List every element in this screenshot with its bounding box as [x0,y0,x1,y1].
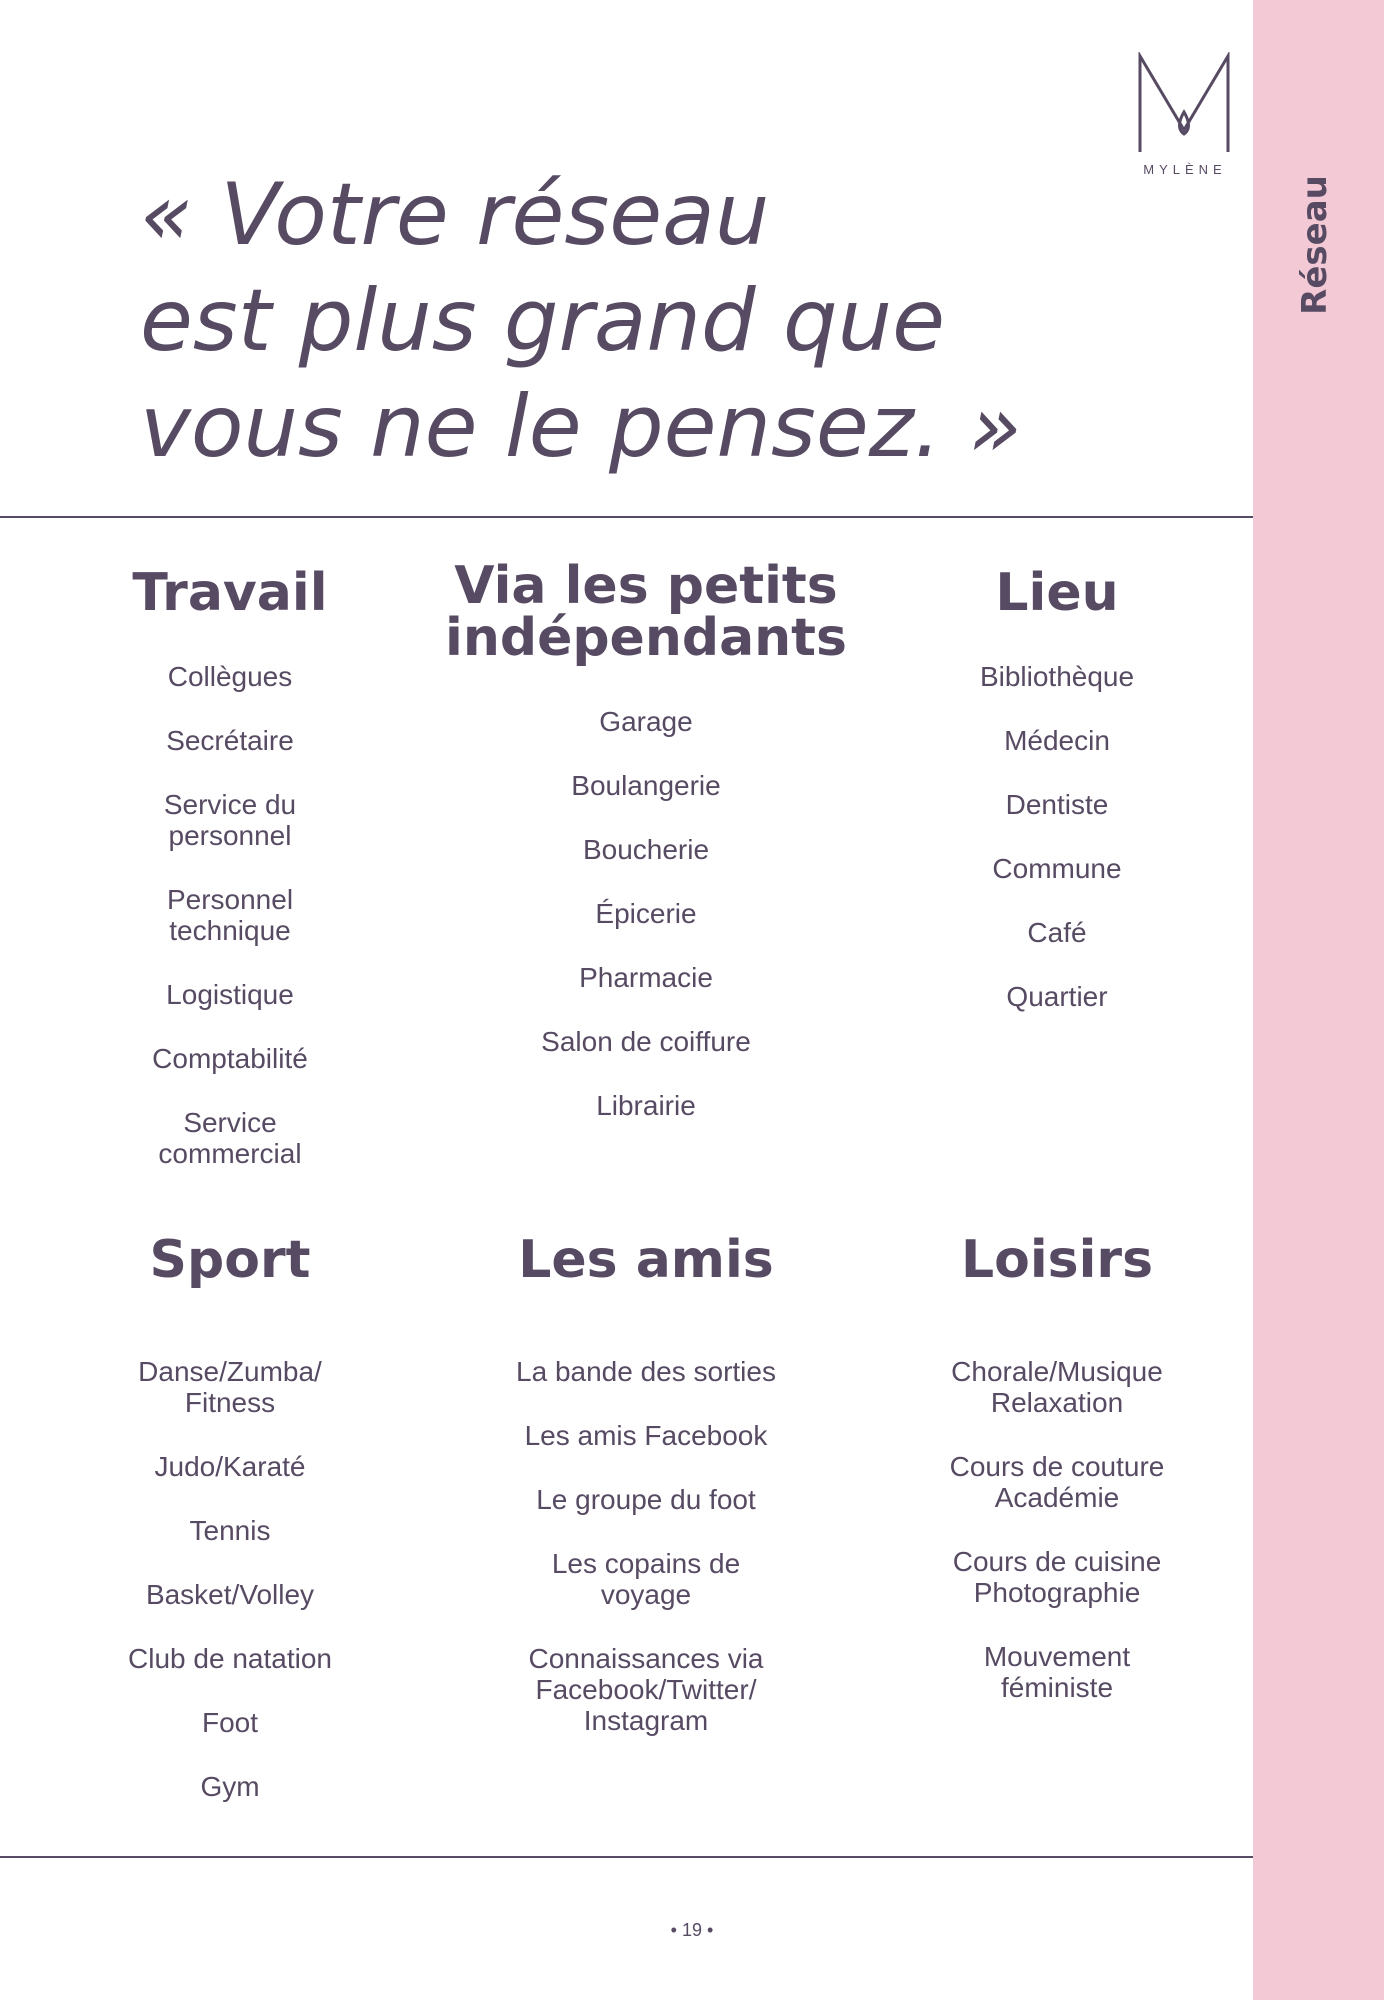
list-item: Basket/Volley [145,1579,315,1610]
list-item: Chorale/Musique Relaxation [951,1356,1163,1418]
list-item: Quartier [1006,981,1108,1012]
list-item: Comptabilité [152,1043,308,1074]
list-item: Service du personnel [163,789,297,851]
list-item: Les amis Facebook [524,1420,768,1451]
section-title: Loisirs [960,1230,1154,1290]
list-item: Médecin [1004,725,1110,756]
list-item: Bibliothèque [979,661,1135,692]
brand-m-icon [1134,52,1234,152]
list-item: Tennis [189,1515,271,1546]
brand-name: MYLÈNE [1143,162,1227,177]
list-item: Garage [599,706,693,737]
list-item: Judo/Karaté [154,1451,306,1482]
section-independants [436,556,856,1154]
list-item: Librairie [596,1090,696,1121]
page-number: • 19 • [670,1920,714,1940]
list-item: Service commercial [158,1107,302,1169]
list-item: Cours de cuisine Photographie [952,1546,1162,1608]
top-divider [0,516,1253,518]
page-quote: « Votre réseau est plus grand que vous ne le pensez. » [140,165,1022,477]
list-item: Les copains de voyage [551,1548,741,1610]
list-item: Commune [992,853,1122,884]
list-item: Café [1027,917,1087,948]
list-item: Foot [201,1707,259,1738]
list-item: Mouvement féministe [983,1641,1131,1703]
list-item: Boulangerie [571,770,721,801]
list-item: Personnel technique [166,884,294,946]
section-travail [20,563,440,1202]
sidebar-section-label: Réseau [1295,175,1335,315]
section-title: Travail [132,563,328,623]
section-lieu [847,563,1267,1045]
section-amis [436,1230,856,1769]
section-title: Sport [149,1230,311,1290]
list-item: Collègues [167,661,293,692]
list-item: Pharmacie [579,962,713,993]
list-item: Logistique [166,979,294,1010]
list-item: Épicerie [595,898,697,929]
list-item: Salon de coiffure [541,1026,751,1057]
list-item: Le groupe du foot [536,1484,756,1515]
list-item: Connaissances via Facebook/Twitter/ Instagram [528,1643,764,1736]
list-item: Dentiste [1005,789,1109,820]
section-title: Via les petits indépendants [445,556,847,668]
list-item: Secrétaire [166,725,294,756]
list-item: Danse/Zumba/ Fitness [138,1356,322,1418]
section-title: Lieu [995,563,1119,623]
list-item: Gym [200,1771,260,1802]
section-sport [20,1230,440,1835]
section-loisirs [847,1230,1267,1736]
bottom-divider [0,1856,1253,1858]
section-title: Les amis [518,1230,774,1290]
brand-logo [1130,52,1240,182]
list-item: Club de natation [128,1643,332,1674]
list-item: La bande des sorties [516,1356,776,1387]
list-item: Cours de couture Académie [949,1451,1165,1513]
list-item: Boucherie [582,834,710,865]
